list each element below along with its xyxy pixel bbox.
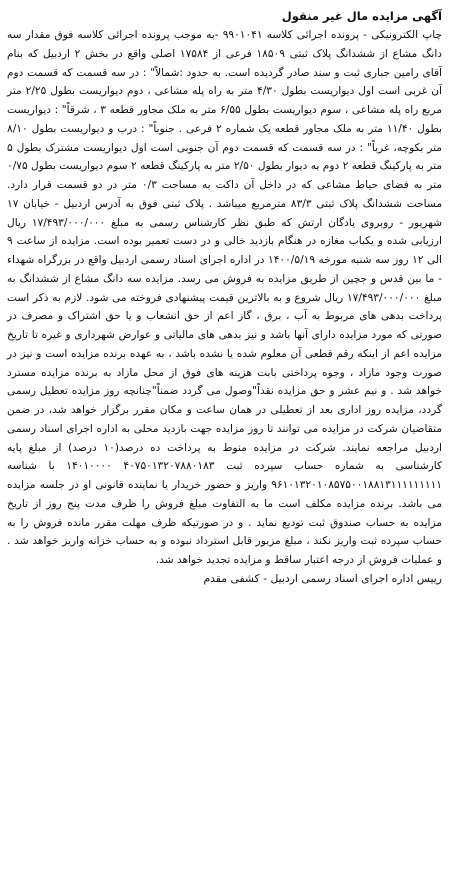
- notice-title: آگهی مزایده مال غیر منقول: [281, 9, 442, 23]
- notice-signature: رییس اداره اجرای اسناد رسمی اردبیل - کشفی مقدم: [203, 571, 442, 585]
- notice-body: چاپ الکترونیکی - پرونده اجرائی کلاسه ۹۹۰۱۰۴۱ -به موجب پرونده اجرائی کلاسه فوق مقدار سه دانگ مشاع از ششدانگ پلاک ثبتی ۱۸۵۰۹ فرعی از ۱۷۵۸۴ اصلی واقع در بخش ۲ اردبیل که بنام آقای رامین جباری ثبت و سند صادر گردیده است. به حدود :شمالاً" : در سه قسمت که قسمت دوم آن غربی است اول دیواریست بطول ۴/۳۰ متر به راه پله مشاعی ، دوم دیواریست بطول ۲/۲۵ متر مربع راه پله مشاعی ، سوم دیواریست بطول ۶/۵۵ متر به ملک مجاور قطعه ۳ ، شرقاً" : دیواریست بطول ۱۱/۴۰ متر به ملک مجاور قطعه یک شماره ۲ فرعی . جنوباً" : درب و دیواریست بطول ۸/۱۰ متر بکوچه، غرباً" : در سه قسمت که قسمت دوم آن جنوبی است اول دیواریست مشترک بطول ۵ متر به پارکینگ قطعه ۲ دوم به دیوار بطول ۲/۵۰ متر به پارکینگ قطعه ۲ سوم دیواریست بطول ۰/۷۵ متر به فضای حیاط مشاعی که در داخل آن داکت به مساحت ۰/۳ متر در دو قسمت قرار دارد. مساحت ششدانگ پلاک ثبتی ۸۳/۳ مترمربع میباشد . پلاک ثبتی فوق به آدرس اردبیل - خیابان ۱۷ شهریور - روبروی یادگان ارتش که طبق نظر کارشناس رسمی به مبلغ ۱۷/۴۹۳/۰۰۰/۰۰۰ ریال ارزیابی شده و یکباب مغازه در هنگام بازدید خالی و در دست تعمیر بوده است. مزایده از ساعت ۹ الی ۱۲ روز سه شنبه مورخه ۱۴۰۰/۵/۱۹ در اداره اجرای اسناد رسمی اردبیل واقع در بزرگراه شهداء - ما بین قدس و جچین از طریق مزایده به فروش می رسد. مزایده سه دانگ مشاع از ششدانگ به مبلغ ۱۷/۴۹۳/۰۰۰/۰۰۰ ریال شروع و به بالاترین قیمت پیشنهادی فروخته می شود. لازم به ذکر است پرداخت بدهی های مربوط به آب ، برق ، گاز اعم از حق انشعاب و یا حق اشتراک و مصرف در صورتی که مورد مزایده دارای آنها باشد و نیز بدهی های مالیاتی و عوارض شهرداری و غیره تا تاریخ مزایده اعم از اینکه رقم قطعی آن معلوم شده یا نشده باشد ، به عهده برنده مزایده است و نیز در صورت وجود مازاد ، وجوه پرداختی بابت هزینه های فوق از محل مازاد به برنده مزایده مسترد خواهد شد . و نیم عشر و حق مزایده نقداً"وصول می گردد ضمناً"چنانچه روز مزایده تعطیل رسمی گردد، مزایده روز اداری بعد از تعطیلی در همان ساعت و مکان مقرر برگزار خواهد شد، در ضمن متقاضیان شرکت در مزایده می توانند تا روز مزایده جهت بازدید محلی به اداره اجرای اسناد رسمی اردبیل مراجعه نمایند. شرکت در مزایده منوط به پرداخت ده درصد(۱۰ درصد) از مبلغ پایه کارشناسی به شماره حساب سپرده ثبت ۴۰۷۵۰۱۳۲۰۷۸۸۰۱۸۳ ۱۴۰۱۰۰۰۰ با شناسه ۹۶۱۰۱۳۲۰۱۰۸۵۷۵۰۰۱۸۸۱۳۱۱۱۱۱۱۱۱۱ واریز و حضور خریدار یا نماینده قانونی او در جلسه مزایده می باشد. برنده مزایده مکلف است ما به التفاوت مبلغ فروش را ظرف مدت پنج روز از تاریخ مزایده به حساب صندوق ثبت تودیع نماید . و در صورتیکه ظرف مهلت مقرر مانده فروش را به حساب سپرده ثبت واریز نکند ، مبلغ مزبور قابل استرداد نبوده و به حساب خزانه واریز خواهد شد . و عملیات فروش از درجه اعتبار ساقط و مزایده تجدید خواهد شد.: [7, 29, 443, 566]
